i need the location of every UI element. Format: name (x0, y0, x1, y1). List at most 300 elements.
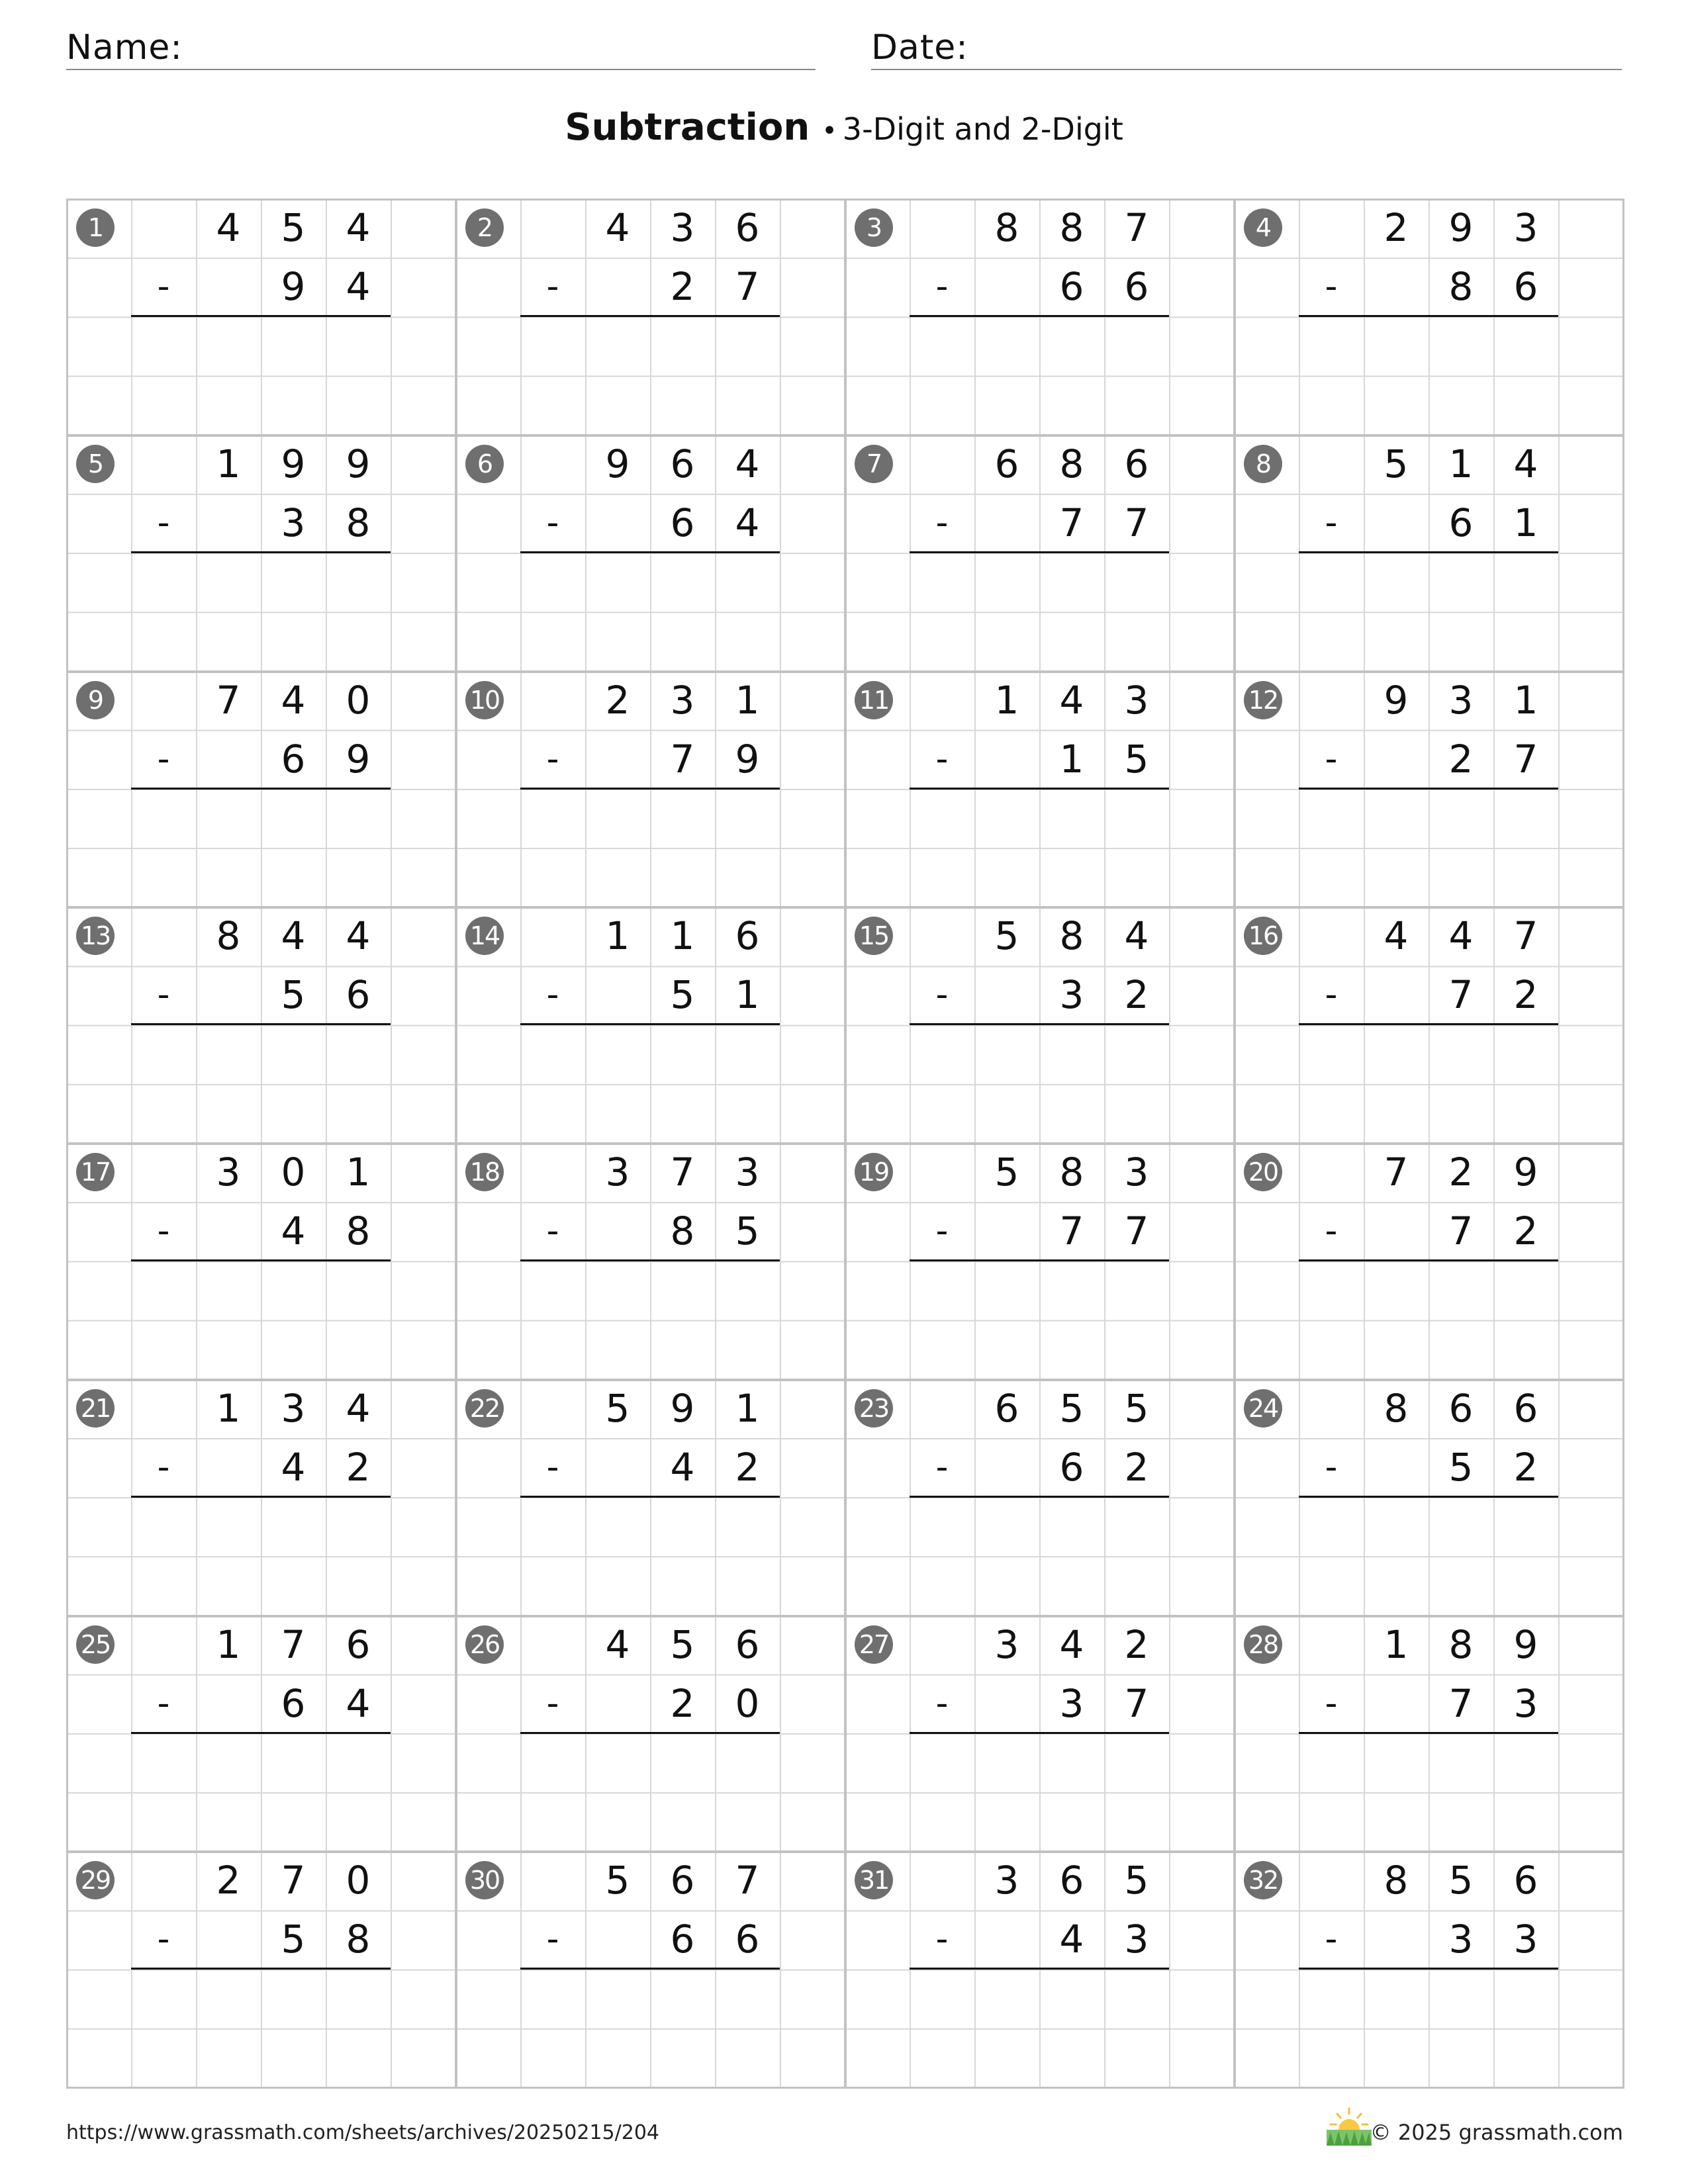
minuend-digit: 6 (1513, 1385, 1538, 1431)
problem-15 (845, 907, 1234, 1143)
minuend-digit: 8 (1059, 441, 1084, 486)
subtrahend-digit: 6 (1513, 264, 1538, 310)
minuend-digit: 1 (605, 913, 630, 959)
answer-area[interactable] (131, 553, 391, 670)
problem-14 (455, 907, 845, 1143)
problem-9 (66, 671, 455, 907)
minuend-digit: 1 (1448, 441, 1474, 486)
subtrahend-digit: 7 (1513, 736, 1538, 782)
subtrahend-digit: 2 (1124, 1444, 1149, 1490)
problem-17 (66, 1143, 455, 1379)
subtrahend-digit: 3 (1513, 1917, 1538, 1962)
minuend-digit: 9 (1448, 205, 1474, 250)
problem-number-badge: 29 (76, 1861, 115, 1899)
minuend-digit: 3 (605, 1150, 630, 1195)
answer-area[interactable] (1299, 1261, 1558, 1379)
minuend-digit: 2 (216, 1858, 241, 1903)
minus-sign: - (1325, 1447, 1338, 1487)
minuend-digit: 6 (1059, 1858, 1084, 1903)
answer-area[interactable] (910, 789, 1169, 907)
answer-area[interactable] (520, 789, 780, 907)
minuend-digit: 6 (670, 441, 695, 486)
subtrahend-digit: 5 (670, 972, 695, 1018)
minuend-digit: 8 (994, 205, 1019, 250)
subtrahend-digit: 6 (281, 736, 306, 782)
minuend-digit: 3 (994, 1621, 1019, 1667)
minuend-digit: 0 (346, 1858, 371, 1903)
problem-19 (845, 1143, 1234, 1379)
problem-7 (845, 435, 1234, 671)
problem-number-badge: 26 (465, 1625, 504, 1664)
problem-26 (455, 1615, 845, 1852)
minuend-digit: 8 (216, 913, 241, 959)
answer-area[interactable] (131, 789, 391, 907)
minus-sign: - (1325, 502, 1338, 543)
minus-sign: - (935, 1211, 949, 1251)
minus-sign: - (935, 1447, 949, 1487)
minus-sign: - (157, 1447, 170, 1487)
subtrahend-digit: 6 (670, 1917, 695, 1962)
problem-number-badge: 32 (1244, 1861, 1282, 1899)
problem-number-badge: 4 (1244, 208, 1282, 247)
minuend-digit: 8 (1448, 1621, 1474, 1667)
subtrahend-digit: 8 (346, 500, 371, 545)
subtrahend-digit: 2 (1448, 736, 1474, 782)
problem-5 (66, 435, 455, 671)
minuend-digit: 1 (216, 1385, 241, 1431)
minuend-digit: 6 (670, 1858, 695, 1903)
problem-number-badge: 1 (76, 208, 115, 247)
problem-18 (455, 1143, 845, 1379)
problem-number-badge: 17 (76, 1153, 115, 1191)
subtrahend-digit: 2 (670, 264, 695, 310)
subtrahend-digit: 5 (1448, 1444, 1474, 1490)
minuend-digit: 4 (346, 1385, 371, 1431)
minuend-digit: 8 (1059, 205, 1084, 250)
problem-23 (845, 1379, 1234, 1615)
date-label: Date: (871, 28, 968, 68)
problem-number-badge: 9 (76, 681, 115, 719)
minuend-digit: 1 (735, 1385, 760, 1431)
minuend-digit: 8 (1059, 913, 1084, 959)
answer-area[interactable] (131, 1497, 391, 1615)
answer-area[interactable] (910, 316, 1169, 434)
minuend-digit: 4 (1059, 1621, 1084, 1667)
problem-number-badge: 22 (465, 1389, 504, 1428)
minuend-digit: 2 (605, 677, 630, 723)
minuend-digit: 5 (1383, 441, 1409, 486)
minuend-digit: 8 (1059, 1150, 1084, 1195)
minuend-digit: 5 (670, 1621, 695, 1667)
minuend-digit: 6 (735, 1621, 760, 1667)
subtrahend-digit: 3 (1059, 972, 1084, 1018)
title-main: Subtraction (565, 106, 810, 149)
minuend-digit: 7 (1513, 913, 1538, 959)
problem-number-badge: 16 (1244, 917, 1282, 955)
answer-area[interactable] (520, 1497, 780, 1615)
minus-sign: - (546, 1447, 559, 1487)
subtrahend-digit: 6 (1059, 1444, 1084, 1490)
minuend-digit: 9 (670, 1385, 695, 1431)
minuend-digit: 6 (1448, 1385, 1474, 1431)
problem-25 (66, 1615, 455, 1852)
subtrahend-digit: 8 (346, 1208, 371, 1254)
problem-number-badge: 3 (855, 208, 893, 247)
minuend-digit: 3 (1448, 677, 1474, 723)
subtrahend-digit: 2 (1513, 972, 1538, 1018)
problem-number-badge: 31 (855, 1861, 893, 1899)
problem-28 (1234, 1615, 1623, 1852)
minuend-digit: 3 (670, 677, 695, 723)
minus-sign: - (1325, 1683, 1338, 1723)
minuend-digit: 5 (1124, 1385, 1149, 1431)
answer-area[interactable] (910, 1733, 1169, 1851)
problem-number-badge: 28 (1244, 1625, 1282, 1664)
minuend-digit: 3 (670, 205, 695, 250)
answer-area[interactable] (131, 1025, 391, 1143)
minuend-digit: 3 (994, 1858, 1019, 1903)
subtrahend-digit: 7 (1448, 1680, 1474, 1726)
minuend-digit: 6 (994, 1385, 1019, 1431)
minuend-digit: 6 (994, 441, 1019, 486)
subtrahend-digit: 8 (1448, 264, 1474, 310)
minuend-digit: 3 (735, 1150, 760, 1195)
problem-29 (66, 1851, 455, 2087)
minuend-digit: 1 (670, 913, 695, 959)
minuend-digit: 7 (1383, 1150, 1409, 1195)
problem-31 (845, 1851, 1234, 2087)
problem-number-badge: 12 (1244, 681, 1282, 719)
subtrahend-digit: 7 (1448, 1208, 1474, 1254)
subtrahend-digit: 7 (1448, 972, 1474, 1018)
minuend-digit: 5 (605, 1385, 630, 1431)
problem-number-badge: 5 (76, 445, 115, 483)
problem-13 (66, 907, 455, 1143)
subtrahend-digit: 2 (670, 1680, 695, 1726)
minus-sign: - (935, 975, 949, 1015)
minuend-digit: 3 (281, 1385, 306, 1431)
subtrahend-digit: 2 (735, 1444, 760, 1490)
subtrahend-digit: 0 (735, 1680, 760, 1726)
answer-area[interactable] (131, 1261, 391, 1379)
problem-3 (845, 199, 1234, 435)
minuend-digit: 7 (1124, 205, 1149, 250)
subtrahend-digit: 3 (281, 500, 306, 545)
minuend-digit: 4 (346, 205, 371, 250)
subtrahend-digit: 2 (1513, 1444, 1538, 1490)
subtrahend-digit: 6 (281, 1680, 306, 1726)
subtrahend-digit: 4 (670, 1444, 695, 1490)
problem-22 (455, 1379, 845, 1615)
minus-sign: - (157, 1211, 170, 1251)
subtrahend-digit: 3 (1448, 1917, 1474, 1962)
subtrahend-digit: 7 (735, 264, 760, 310)
problem-number-badge: 6 (465, 445, 504, 483)
footer-url: https://www.grassmath.com/sheets/archives/20250215/204 (66, 2121, 660, 2144)
subtrahend-digit: 2 (1124, 972, 1149, 1018)
subtrahend-digit: 4 (346, 264, 371, 310)
subtrahend-digit: 1 (1513, 500, 1538, 545)
subtrahend-digit: 7 (1124, 1680, 1149, 1726)
minuend-digit: 5 (281, 205, 306, 250)
answer-area[interactable] (910, 1497, 1169, 1615)
minuend-digit: 2 (1124, 1621, 1149, 1667)
subtrahend-digit: 6 (1124, 264, 1149, 310)
minuend-digit: 4 (1059, 677, 1084, 723)
subtrahend-digit: 4 (735, 500, 760, 545)
minuend-digit: 3 (216, 1150, 241, 1195)
subtrahend-digit: 6 (735, 1917, 760, 1962)
minus-sign: - (1325, 267, 1338, 306)
minuend-digit: 6 (735, 913, 760, 959)
minuend-digit: 1 (346, 1150, 371, 1195)
answer-area[interactable] (131, 1970, 391, 2087)
subtrahend-digit: 5 (281, 972, 306, 1018)
minuend-digit: 6 (346, 1621, 371, 1667)
answer-area[interactable] (520, 553, 780, 670)
subtrahend-digit: 5 (281, 1917, 306, 1962)
minus-sign: - (546, 1211, 559, 1251)
subtrahend-digit: 1 (1059, 736, 1084, 782)
problem-number-badge: 10 (465, 681, 504, 719)
problem-number-badge: 20 (1244, 1153, 1282, 1191)
minuend-digit: 5 (1059, 1385, 1084, 1431)
minuend-digit: 3 (1124, 1150, 1149, 1195)
subtrahend-digit: 9 (346, 736, 371, 782)
minus-sign: - (935, 1919, 949, 1960)
minus-sign: - (546, 502, 559, 543)
minus-sign: - (1325, 1919, 1338, 1960)
minuend-digit: 4 (1513, 441, 1538, 486)
subtrahend-digit: 7 (1124, 1208, 1149, 1254)
minus-sign: - (546, 267, 559, 306)
minuend-digit: 1 (735, 677, 760, 723)
problem-10 (455, 671, 845, 907)
grass-sun-logo-icon (1324, 2106, 1374, 2148)
minus-sign: - (157, 502, 170, 543)
minuend-digit: 9 (605, 441, 630, 486)
answer-area[interactable] (1299, 1733, 1558, 1851)
subtrahend-digit: 4 (346, 1680, 371, 1726)
minuend-digit: 7 (216, 677, 241, 723)
minus-sign: - (1325, 739, 1338, 779)
subtrahend-digit: 6 (1059, 264, 1084, 310)
subtrahend-digit: 7 (670, 736, 695, 782)
minuend-digit: 3 (1513, 205, 1538, 250)
problem-1 (66, 199, 455, 435)
subtrahend-digit: 5 (1124, 736, 1149, 782)
problem-number-badge: 15 (855, 917, 893, 955)
minuend-digit: 7 (735, 1858, 760, 1903)
answer-area[interactable] (520, 1733, 780, 1851)
subtrahend-digit: 6 (670, 500, 695, 545)
problem-number-badge: 25 (76, 1625, 115, 1664)
subtrahend-digit: 6 (1448, 500, 1474, 545)
minus-sign: - (935, 502, 949, 543)
problem-12 (1234, 671, 1623, 907)
minuend-digit: 5 (994, 1150, 1019, 1195)
minus-sign: - (546, 739, 559, 779)
subtrahend-digit: 8 (346, 1917, 371, 1962)
minus-sign: - (1325, 975, 1338, 1015)
minuend-digit: 2 (1448, 1150, 1474, 1195)
minuend-digit: 1 (1383, 1621, 1409, 1667)
date-field[interactable] (871, 25, 1622, 70)
subtrahend-digit: 4 (281, 1208, 306, 1254)
minuend-digit: 7 (281, 1858, 306, 1903)
subtrahend-digit: 7 (1059, 1208, 1084, 1254)
minuend-digit: 5 (1124, 1858, 1149, 1903)
minuend-digit: 2 (1383, 205, 1409, 250)
problem-11 (845, 671, 1234, 907)
subtrahend-digit: 7 (1124, 500, 1149, 545)
title-separator: • (821, 116, 837, 146)
minuend-digit: 9 (346, 441, 371, 486)
problem-number-badge: 24 (1244, 1389, 1282, 1428)
minus-sign: - (546, 975, 559, 1015)
subtrahend-digit: 3 (1513, 1680, 1538, 1726)
problem-30 (455, 1851, 845, 2087)
answer-area[interactable] (1299, 316, 1558, 434)
problem-4 (1234, 199, 1623, 435)
subtrahend-digit: 7 (1059, 500, 1084, 545)
subtrahend-digit: 3 (1124, 1917, 1149, 1962)
minus-sign: - (157, 975, 170, 1015)
problem-27 (845, 1615, 1234, 1852)
subtrahend-digit: 6 (346, 972, 371, 1018)
problem-number-badge: 30 (465, 1861, 504, 1899)
answer-area[interactable] (910, 1970, 1169, 2087)
minuend-digit: 0 (346, 677, 371, 723)
answer-area[interactable] (131, 1733, 391, 1851)
minuend-digit: 1 (216, 441, 241, 486)
minuend-digit: 9 (281, 441, 306, 486)
problem-21 (66, 1379, 455, 1615)
answer-area[interactable] (910, 1261, 1169, 1379)
name-label: Name: (66, 28, 183, 68)
minuend-digit: 4 (346, 913, 371, 959)
minus-sign: - (157, 267, 170, 306)
subtrahend-digit: 3 (1059, 1680, 1084, 1726)
problem-number-badge: 13 (76, 917, 115, 955)
minuend-digit: 5 (605, 1858, 630, 1903)
subtrahend-digit: 2 (346, 1444, 371, 1490)
minuend-digit: 9 (1513, 1150, 1538, 1195)
minus-sign: - (546, 1683, 559, 1723)
title-subtitle: 3-Digit and 2-Digit (842, 111, 1123, 147)
subtrahend-digit: 9 (281, 264, 306, 310)
answer-area[interactable] (520, 1025, 780, 1143)
problem-number-badge: 14 (465, 917, 504, 955)
minuend-digit: 1 (216, 1621, 241, 1667)
problem-number-badge: 8 (1244, 445, 1282, 483)
problem-number-badge: 21 (76, 1389, 115, 1428)
subtrahend-digit: 4 (281, 1444, 306, 1490)
minuend-digit: 5 (994, 913, 1019, 959)
subtrahend-digit: 8 (670, 1208, 695, 1254)
minuend-digit: 4 (281, 677, 306, 723)
minuend-digit: 9 (1383, 677, 1409, 723)
answer-area[interactable] (1299, 789, 1558, 907)
minuend-digit: 7 (281, 1621, 306, 1667)
answer-area[interactable] (1299, 1970, 1558, 2087)
minuend-digit: 4 (1124, 913, 1149, 959)
minuend-digit: 1 (994, 677, 1019, 723)
problem-number-badge: 23 (855, 1389, 893, 1428)
answer-area[interactable] (131, 316, 391, 434)
minuend-digit: 6 (1124, 441, 1149, 486)
footer-copyright: © 2025 grassmath.com (1370, 2120, 1623, 2145)
problem-20 (1234, 1143, 1623, 1379)
minuend-digit: 4 (605, 1621, 630, 1667)
minuend-digit: 4 (1383, 913, 1409, 959)
problem-number-badge: 19 (855, 1153, 893, 1191)
minuend-digit: 4 (605, 205, 630, 250)
minus-sign: - (935, 739, 949, 779)
minus-sign: - (935, 1683, 949, 1723)
minuend-digit: 5 (1448, 1858, 1474, 1903)
minus-sign: - (157, 1683, 170, 1723)
answer-area[interactable] (1299, 553, 1558, 670)
problem-number-badge: 2 (465, 208, 504, 247)
minuend-digit: 6 (735, 205, 760, 250)
minus-sign: - (157, 1919, 170, 1960)
minus-sign: - (157, 739, 170, 779)
answer-area[interactable] (520, 1970, 780, 2087)
name-field[interactable] (66, 25, 816, 70)
minuend-digit: 4 (281, 913, 306, 959)
answer-area[interactable] (520, 1261, 780, 1379)
answer-area[interactable] (910, 553, 1169, 670)
problem-24 (1234, 1379, 1623, 1615)
minus-sign: - (546, 1919, 559, 1960)
problem-number-badge: 7 (855, 445, 893, 483)
problem-grid (66, 199, 1624, 2089)
subtrahend-digit: 5 (735, 1208, 760, 1254)
subtrahend-digit: 4 (1059, 1917, 1084, 1962)
minuend-digit: 4 (735, 441, 760, 486)
minuend-digit: 4 (216, 205, 241, 250)
answer-area[interactable] (910, 1025, 1169, 1143)
problem-6 (455, 435, 845, 671)
problem-2 (455, 199, 845, 435)
problem-32 (1234, 1851, 1623, 2087)
worksheet-title (0, 106, 1688, 149)
problem-8 (1234, 435, 1623, 671)
answer-area[interactable] (520, 316, 780, 434)
minus-sign: - (1325, 1211, 1338, 1251)
problem-number-badge: 11 (855, 681, 893, 719)
minuend-digit: 1 (1513, 677, 1538, 723)
minuend-digit: 3 (1124, 677, 1149, 723)
minus-sign: - (935, 267, 949, 306)
minuend-digit: 8 (1383, 1858, 1409, 1903)
problem-number-badge: 27 (855, 1625, 893, 1664)
minuend-digit: 6 (1513, 1858, 1538, 1903)
subtrahend-digit: 9 (735, 736, 760, 782)
minuend-digit: 8 (1383, 1385, 1409, 1431)
minuend-digit: 4 (1448, 913, 1474, 959)
subtrahend-digit: 1 (735, 972, 760, 1018)
problem-number-badge: 18 (465, 1153, 504, 1191)
subtrahend-digit: 2 (1513, 1208, 1538, 1254)
minuend-digit: 0 (281, 1150, 306, 1195)
answer-area[interactable] (1299, 1025, 1558, 1143)
answer-area[interactable] (1299, 1497, 1558, 1615)
problem-16 (1234, 907, 1623, 1143)
minuend-digit: 9 (1513, 1621, 1538, 1667)
minuend-digit: 7 (670, 1150, 695, 1195)
